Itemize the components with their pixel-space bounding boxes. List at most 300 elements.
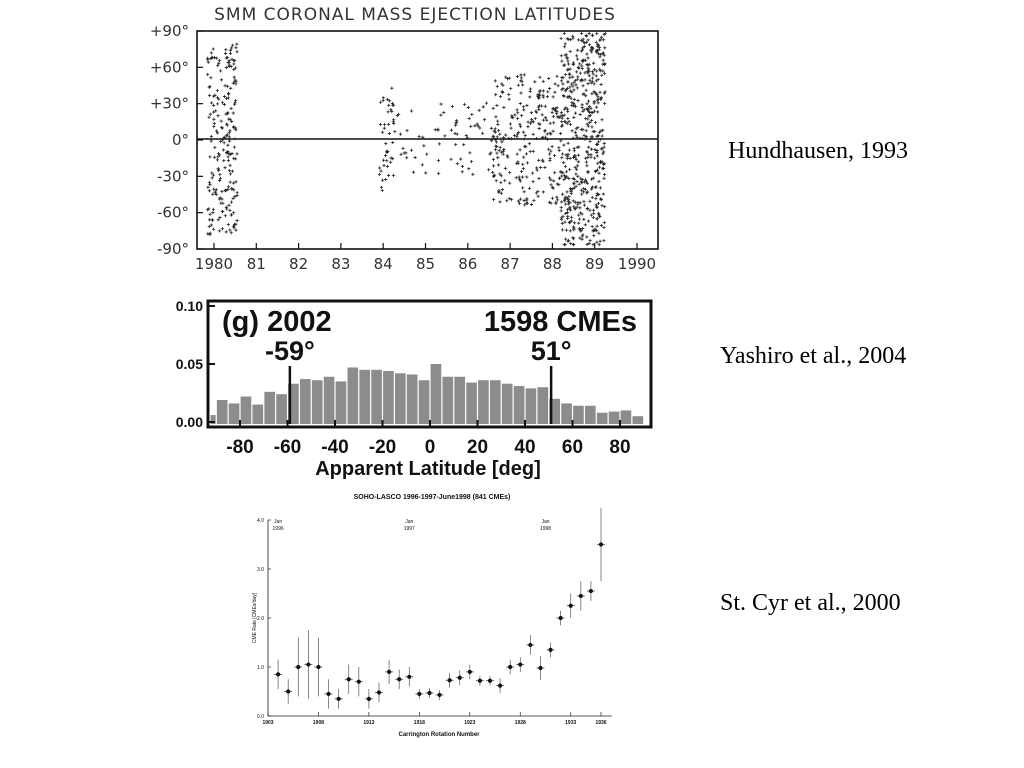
smm-point — [463, 103, 466, 106]
rate-point — [337, 697, 341, 701]
smm-point — [410, 109, 413, 112]
smm-point — [537, 195, 540, 198]
histogram-x-tick-label: 80 — [609, 437, 631, 458]
smm-point — [522, 156, 525, 159]
smm-x-tick-label: 87 — [500, 255, 520, 273]
smm-point — [502, 138, 505, 141]
smm-point — [553, 154, 556, 157]
smm-point — [405, 156, 408, 159]
rate-x-tick-label: 1918 — [413, 720, 425, 726]
smm-point — [546, 138, 549, 141]
smm-point — [542, 95, 545, 98]
smm-point — [558, 149, 561, 152]
smm-point — [216, 114, 219, 117]
smm-point — [585, 129, 588, 132]
smm-point — [234, 66, 237, 69]
rate-year-marker-month: Jan — [541, 519, 550, 525]
smm-point — [587, 219, 590, 222]
smm-point — [602, 146, 605, 149]
smm-point — [222, 159, 225, 162]
smm-point — [556, 106, 559, 109]
histogram-bar — [264, 392, 275, 424]
histogram-bar — [431, 364, 442, 424]
smm-point — [560, 120, 563, 123]
smm-point — [473, 124, 476, 127]
histogram-title: (g) 2002 — [222, 306, 332, 338]
smm-point — [236, 191, 239, 194]
smm-point — [208, 183, 211, 186]
rate-point — [548, 648, 552, 652]
smm-point — [565, 229, 568, 232]
rate-point — [306, 662, 310, 666]
histogram-x-tick-label: 40 — [514, 437, 536, 458]
smm-point — [574, 112, 577, 115]
smm-point — [229, 181, 232, 184]
smm-point — [439, 113, 442, 116]
histogram-x-tick-label: 0 — [424, 437, 436, 458]
smm-point — [566, 59, 569, 62]
smm-point — [233, 137, 236, 140]
rate-point — [478, 679, 482, 683]
smm-point — [449, 158, 452, 161]
smm-point — [585, 34, 588, 37]
smm-point — [525, 175, 528, 178]
smm-chart — [150, 5, 658, 273]
smm-point — [592, 234, 595, 237]
histogram-bar — [217, 400, 228, 424]
smm-x-tick-label: 89 — [585, 255, 605, 273]
smm-y-tick-labels — [150, 22, 203, 258]
smm-point — [595, 106, 598, 109]
smm-point — [498, 200, 501, 203]
smm-point — [505, 199, 508, 202]
smm-point — [583, 203, 586, 206]
smm-point — [224, 48, 227, 51]
smm-point — [492, 107, 495, 110]
smm-point — [599, 98, 602, 101]
smm-point — [228, 209, 231, 212]
histogram-y-tick-label: 0.05 — [175, 356, 203, 372]
smm-point — [571, 75, 574, 78]
smm-point — [209, 76, 212, 79]
smm-point — [544, 105, 547, 108]
smm-point — [560, 209, 563, 212]
smm-point — [524, 134, 527, 137]
smm-y-tick-label: +60° — [149, 58, 189, 77]
smm-point — [580, 193, 583, 196]
smm-point — [491, 171, 494, 174]
rate-point — [387, 670, 391, 674]
smm-x-tick-label: 86 — [458, 255, 478, 273]
smm-point — [218, 179, 221, 182]
smm-point — [227, 155, 230, 158]
smm-point — [537, 177, 540, 180]
smm-point — [523, 137, 526, 140]
smm-point — [471, 173, 474, 176]
smm-x-tick-label: 81 — [246, 255, 266, 273]
smm-point — [229, 87, 232, 90]
histogram-y-tick-label: 0.10 — [175, 298, 203, 314]
smm-point — [560, 54, 563, 57]
smm-point — [534, 117, 537, 120]
smm-point — [216, 102, 219, 105]
smm-point — [384, 154, 387, 157]
smm-point — [212, 118, 215, 121]
smm-point — [577, 160, 580, 163]
smm-point — [531, 172, 534, 175]
smm-point — [495, 152, 498, 155]
smm-point — [552, 115, 555, 118]
smm-point — [571, 35, 574, 38]
smm-point — [495, 104, 498, 107]
smm-point — [224, 52, 227, 55]
rate-point — [377, 690, 381, 694]
smm-point — [503, 179, 506, 182]
smm-point — [564, 165, 567, 168]
smm-point — [520, 114, 523, 117]
smm-point — [208, 181, 211, 184]
smm-point — [437, 159, 440, 162]
smm-point — [581, 227, 584, 230]
histogram-bar — [229, 403, 240, 424]
smm-point — [387, 104, 390, 107]
smm-point — [422, 144, 425, 147]
smm-x-tick-label: 88 — [542, 255, 562, 273]
rate-y-tick-label: 2.0 — [257, 616, 264, 622]
smm-point — [581, 84, 584, 87]
smm-point — [227, 204, 230, 207]
smm-point — [518, 175, 521, 178]
smm-point — [560, 174, 563, 177]
smm-point — [381, 179, 384, 182]
histogram-bar — [621, 410, 632, 424]
smm-point — [392, 120, 395, 123]
smm-point — [232, 111, 235, 114]
smm-point — [219, 177, 222, 180]
smm-point — [502, 106, 505, 109]
histogram-bar — [632, 416, 643, 424]
smm-point — [418, 135, 421, 138]
citation-yashiro: Yashiro et al., 2004 — [720, 343, 907, 369]
smm-point — [547, 77, 550, 80]
smm-point — [581, 67, 584, 70]
smm-point — [381, 131, 384, 134]
smm-point — [530, 203, 533, 206]
smm-point — [573, 221, 576, 224]
smm-point — [223, 95, 226, 98]
smm-point — [533, 80, 536, 83]
smm-point — [234, 46, 237, 49]
histogram-x-tick-label: -20 — [368, 437, 397, 458]
smm-point — [226, 85, 229, 88]
smm-point — [585, 34, 588, 37]
smm-point — [223, 103, 226, 106]
smm-point — [542, 190, 545, 193]
smm-point — [459, 157, 462, 160]
histogram-cutoff-label: -59° — [264, 336, 315, 366]
smm-point — [235, 219, 238, 222]
smm-point — [574, 83, 577, 86]
rate-point — [286, 689, 290, 693]
smm-point — [564, 203, 567, 206]
smm-point — [232, 62, 235, 65]
histogram-x-tick-label: -80 — [226, 437, 254, 458]
rate-point — [569, 604, 573, 608]
smm-point — [596, 162, 599, 165]
smm-point — [572, 88, 575, 91]
smm-point — [599, 138, 602, 141]
smm-point — [212, 104, 215, 107]
smm-point — [232, 157, 235, 160]
smm-point — [581, 103, 584, 106]
smm-point — [603, 173, 606, 176]
smm-point — [496, 156, 499, 159]
smm-point — [602, 239, 605, 242]
smm-point — [218, 173, 221, 176]
rate-point — [367, 697, 371, 701]
histogram-bar — [537, 387, 548, 424]
smm-point — [579, 113, 582, 116]
smm-point — [565, 170, 568, 173]
smm-point — [548, 157, 551, 160]
rate-point — [468, 670, 472, 674]
smm-point — [560, 200, 563, 203]
smm-point — [230, 107, 233, 110]
smm-point — [598, 243, 601, 246]
smm-point — [502, 148, 505, 151]
histogram-bar — [252, 405, 263, 424]
rate-y-tick-label: 0.0 — [257, 714, 264, 720]
smm-point — [378, 166, 381, 169]
smm-point — [383, 123, 386, 126]
smm-point — [497, 129, 500, 132]
smm-point — [504, 167, 507, 170]
smm-point — [566, 95, 569, 98]
smm-point — [554, 82, 557, 85]
smm-point — [208, 213, 211, 216]
smm-point — [387, 123, 390, 126]
smm-point — [546, 95, 549, 98]
smm-point — [551, 145, 554, 148]
smm-point — [569, 229, 572, 232]
smm-point — [595, 229, 598, 232]
smm-point — [597, 232, 600, 235]
smm-point — [603, 46, 606, 49]
smm-y-tick-label: +30° — [149, 94, 189, 113]
smm-point — [586, 117, 589, 120]
smm-point — [211, 193, 214, 196]
smm-x-tick-label: 83 — [331, 255, 351, 273]
histogram-bar — [573, 406, 584, 424]
smm-point — [590, 119, 593, 122]
smm-point — [566, 110, 569, 113]
smm-point — [230, 213, 233, 216]
smm-point — [220, 190, 223, 193]
smm-point — [523, 199, 526, 202]
smm-point — [454, 143, 457, 146]
histogram-bar — [312, 380, 323, 424]
smm-point — [600, 74, 603, 77]
smm-point — [576, 58, 579, 61]
smm-point — [586, 82, 589, 85]
smm-point — [509, 127, 512, 130]
smm-point — [502, 150, 505, 153]
smm-point — [492, 164, 495, 167]
rate-point — [437, 693, 441, 697]
smm-point — [588, 43, 591, 46]
rate-year-marker-year: 1997 — [403, 526, 415, 532]
smm-point — [225, 207, 228, 210]
rate-year-marker-year: 1998 — [539, 526, 552, 532]
rate-point — [357, 680, 361, 684]
smm-point — [576, 146, 579, 149]
histogram-bar — [561, 403, 572, 424]
smm-point — [212, 188, 215, 191]
smm-point — [596, 110, 599, 113]
smm-point — [537, 108, 540, 111]
smm-point — [521, 186, 524, 189]
smm-point — [470, 160, 473, 163]
smm-point — [575, 70, 578, 73]
smm-point — [585, 52, 588, 55]
smm-point — [580, 32, 583, 35]
smm-point — [424, 171, 427, 174]
smm-point — [513, 113, 516, 116]
smm-point — [219, 69, 222, 72]
histogram-x-tick-label: 20 — [466, 437, 489, 458]
smm-point — [515, 176, 518, 179]
smm-point — [561, 193, 564, 196]
smm-point — [401, 147, 404, 150]
smm-point — [595, 225, 598, 228]
smm-point — [379, 101, 382, 104]
smm-x-tick-label: 1980 — [194, 255, 234, 273]
smm-point — [570, 104, 573, 107]
smm-point — [482, 105, 485, 108]
smm-point — [541, 113, 544, 116]
smm-point — [603, 72, 606, 75]
smm-point — [566, 217, 569, 220]
smm-point — [602, 59, 605, 62]
smm-point — [215, 57, 218, 60]
smm-point — [602, 192, 605, 195]
histogram-x-tick-label: 60 — [561, 437, 584, 458]
smm-point — [387, 174, 390, 177]
smm-point — [552, 121, 555, 124]
smm-point — [588, 74, 591, 77]
smm-point — [228, 135, 231, 138]
histogram-bar — [466, 383, 477, 424]
smm-point — [595, 241, 598, 244]
smm-point — [591, 77, 594, 80]
smm-point — [566, 240, 569, 243]
rate-year-markers — [273, 519, 552, 532]
smm-point — [516, 153, 519, 156]
histogram-bar — [324, 377, 335, 424]
smm-point — [439, 102, 442, 105]
smm-point — [219, 202, 222, 205]
smm-point — [382, 96, 385, 99]
smm-point — [213, 122, 216, 125]
smm-point — [230, 201, 233, 204]
smm-point — [546, 90, 549, 93]
smm-point — [569, 50, 572, 53]
rate-chart-title: SOHO-LASCO 1996-1997-June1998 (841 CMEs) — [353, 494, 511, 501]
smm-point — [597, 172, 600, 175]
smm-point — [560, 37, 563, 40]
smm-point — [570, 192, 573, 195]
smm-point — [600, 118, 603, 121]
smm-point — [496, 123, 499, 126]
smm-point — [494, 115, 497, 118]
smm-point — [529, 150, 532, 153]
rate-point — [407, 675, 411, 679]
smm-point — [528, 187, 531, 190]
smm-point — [591, 34, 594, 37]
smm-point — [519, 102, 522, 105]
smm-point — [384, 178, 387, 181]
rate-x-tick-label: 1928 — [514, 720, 526, 726]
smm-point — [522, 167, 525, 170]
smm-point — [582, 190, 585, 193]
smm-point — [230, 231, 233, 234]
smm-point — [388, 132, 391, 135]
smm-point — [560, 156, 563, 159]
smm-point — [378, 173, 381, 176]
smm-point — [461, 165, 464, 168]
smm-point — [211, 211, 214, 214]
smm-point — [467, 167, 470, 170]
smm-point — [222, 148, 225, 151]
smm-point — [561, 152, 564, 155]
smm-point — [235, 50, 238, 53]
smm-point — [553, 171, 556, 174]
smm-point — [560, 206, 563, 209]
smm-point — [499, 95, 502, 98]
rate-point — [448, 678, 452, 682]
rate-point — [427, 691, 431, 695]
smm-point — [228, 228, 231, 231]
smm-point — [508, 98, 511, 101]
smm-point — [587, 146, 590, 149]
smm-point — [564, 42, 567, 45]
rate-point — [397, 677, 401, 681]
smm-point — [576, 99, 579, 102]
smm-point — [590, 125, 593, 128]
smm-point — [567, 142, 570, 145]
smm-point — [468, 117, 471, 120]
rate-point — [508, 665, 512, 669]
smm-point — [392, 122, 395, 125]
smm-point — [561, 215, 564, 218]
rate-point — [488, 679, 492, 683]
smm-y-tick-label: +90° — [149, 22, 189, 40]
smm-point — [379, 169, 382, 172]
smm-point — [405, 129, 408, 132]
smm-point — [210, 51, 213, 54]
smm-point — [499, 146, 502, 149]
smm-point — [386, 165, 389, 168]
rate-x-tick-labels — [262, 712, 606, 726]
smm-point — [225, 230, 228, 233]
smm-point — [560, 79, 563, 82]
smm-point — [233, 76, 236, 79]
histogram-bar — [241, 396, 252, 424]
smm-point — [228, 139, 231, 142]
smm-point — [221, 227, 224, 230]
smm-point — [592, 209, 595, 212]
rate-x-tick-label: 1933 — [565, 720, 577, 726]
